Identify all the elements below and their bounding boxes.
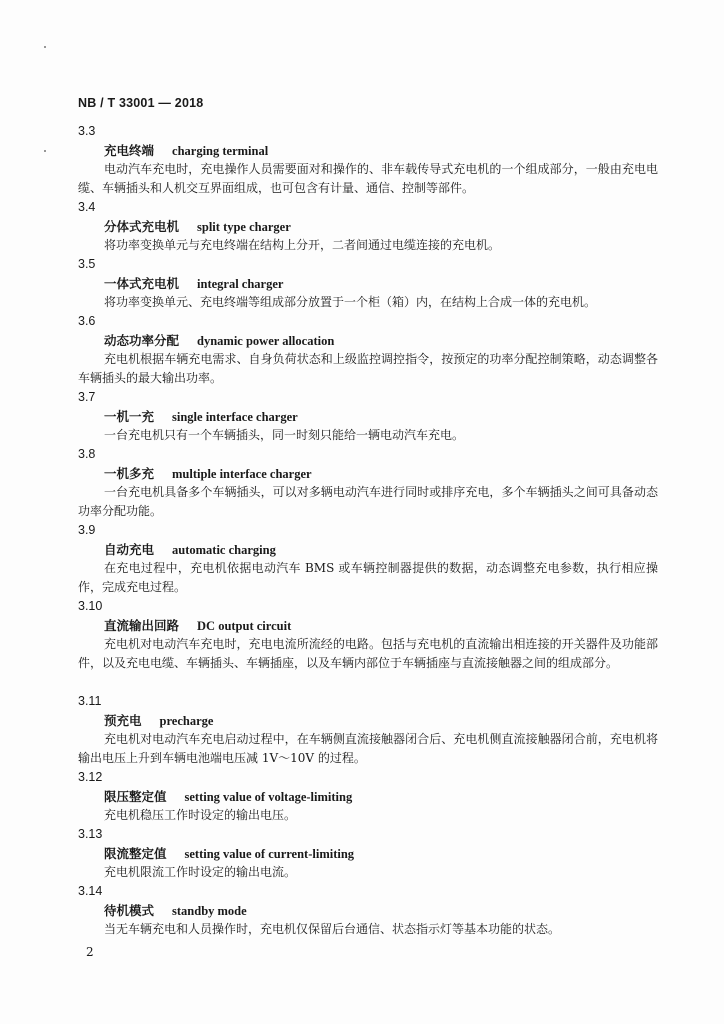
term-heading — [78, 407, 658, 426]
term-zh: 动态功率分配 — [104, 333, 180, 348]
scan-speck — [44, 46, 46, 48]
term-entry-3-13 — [78, 825, 658, 882]
term-entry-3-11 — [78, 692, 658, 768]
term-zh: 预充电 — [104, 713, 142, 728]
clause-number: 3.7 — [78, 390, 96, 404]
terms-list — [78, 122, 658, 939]
clause-number: 3.5 — [78, 257, 96, 271]
term-heading — [78, 217, 658, 236]
term-entry-3-6 — [78, 312, 658, 388]
term-zh: 充电终端 — [104, 143, 155, 158]
term-heading — [78, 901, 658, 920]
clause-number: 3.13 — [78, 827, 103, 841]
clause-number: 3.14 — [78, 884, 103, 898]
clause-number: 3.12 — [78, 770, 103, 784]
term-en: automatic charging — [172, 543, 276, 557]
term-en: precharge — [159, 714, 214, 728]
term-en: charging terminal — [172, 144, 269, 158]
term-definition: 充电机限流工作时设定的输出电流。 — [104, 865, 297, 879]
term-zh: 一机一充 — [104, 409, 155, 424]
term-zh: 分体式充电机 — [104, 219, 180, 234]
term-zh: 待机模式 — [104, 903, 155, 918]
term-heading — [78, 141, 658, 160]
term-en: DC output circuit — [197, 619, 292, 633]
term-zh: 自动充电 — [104, 542, 155, 557]
term-definition: 当无车辆充电和人员操作时，充电机仅保留后台通信、状态指示灯等基本功能的状态。 — [104, 922, 561, 936]
term-entry-3-3 — [78, 122, 658, 198]
clause-number: 3.9 — [78, 523, 96, 537]
term-definition: 充电机稳压工作时设定的输出电压。 — [104, 808, 297, 822]
term-definition: 电动汽车充电时，充电操作人员需要面对和操作的、非车载传导式充电机的一个组成部分，一般由充电电缆、车辆插头和人机交互界面组成，也可包含有计量、通信、控制等部件。 — [78, 162, 658, 195]
term-entry-3-10 — [78, 597, 658, 692]
clause-number: 3.6 — [78, 314, 96, 328]
term-en: setting value of voltage-limiting — [184, 790, 353, 804]
term-heading — [78, 844, 658, 863]
term-zh: 一机多充 — [104, 466, 155, 481]
term-definition: 在充电过程中，充电机依据电动汽车 BMS 或车辆控制器提供的数据，动态调整充电参数，执行相应操作，完成充电过程。 — [78, 561, 658, 594]
term-heading — [78, 274, 658, 293]
term-definition: 将功率变换单元、充电终端等组成部分放置于一个柜（箱）内，在结构上合成一体的充电机。 — [104, 295, 597, 309]
term-heading — [78, 787, 658, 806]
term-zh: 直流输出回路 — [104, 618, 180, 633]
term-definition: 充电机对电动汽车充电启动过程中，在车辆侧直流接触器闭合后、充电机侧直流接触器闭合前，充电机将输出电压上升到车辆电池端电压减 1V～10V 的过程。 — [78, 732, 658, 765]
term-zh: 限流整定值 — [104, 846, 167, 861]
term-heading — [78, 540, 658, 559]
scan-speck — [44, 150, 46, 152]
page-number: 2 — [86, 945, 94, 959]
term-heading — [78, 711, 658, 730]
term-entry-3-7 — [78, 388, 658, 445]
term-heading — [78, 331, 658, 350]
term-zh: 限压整定值 — [104, 789, 167, 804]
clause-number: 3.3 — [78, 124, 96, 138]
term-heading — [78, 616, 658, 635]
term-entry-3-14 — [78, 882, 658, 939]
term-en: single interface charger — [172, 410, 298, 424]
term-en: split type charger — [197, 220, 291, 234]
term-zh: 一体式充电机 — [104, 276, 180, 291]
term-en: standby mode — [172, 904, 247, 918]
clause-number: 3.4 — [78, 200, 96, 214]
term-definition: 充电机根据车辆充电需求、自身负荷状态和上级监控调控指令，按预定的功率分配控制策略，动态调整各车辆插头的最大输出功率。 — [78, 352, 658, 385]
term-en: dynamic power allocation — [197, 334, 335, 348]
term-en: setting value of current-limiting — [184, 847, 355, 861]
term-definition: 一台充电机具备多个车辆插头，可以对多辆电动汽车进行同时或排序充电，多个车辆插头之间可具备动态功率分配功能。 — [78, 485, 658, 518]
term-entry-3-8 — [78, 445, 658, 521]
clause-number: 3.10 — [78, 599, 103, 613]
clause-number: 3.11 — [78, 694, 102, 708]
term-definition: 一台充电机只有一个车辆插头，同一时刻只能给一辆电动汽车充电。 — [104, 428, 465, 442]
term-definition: 将功率变换单元与充电终端在结构上分开，二者间通过电缆连接的充电机。 — [104, 238, 501, 252]
term-heading — [78, 464, 658, 483]
term-en: multiple interface charger — [172, 467, 312, 481]
term-entry-3-4 — [78, 198, 658, 255]
standard-number-header: NB / T 33001 — 2018 — [78, 96, 204, 110]
term-en: integral charger — [197, 277, 284, 291]
term-definition: 充电机对电动汽车充电时，充电电流所流经的电路。包括与充电机的直流输出相连接的开关器件及功能部件，以及充电电缆、车辆插头、车辆插座，以及车辆内部位于车辆插座与直流接触器之间的组成部分。 — [78, 637, 658, 670]
term-entry-3-9 — [78, 521, 658, 597]
clause-number: 3.8 — [78, 447, 96, 461]
term-entry-3-5 — [78, 255, 658, 312]
term-entry-3-12 — [78, 768, 658, 825]
